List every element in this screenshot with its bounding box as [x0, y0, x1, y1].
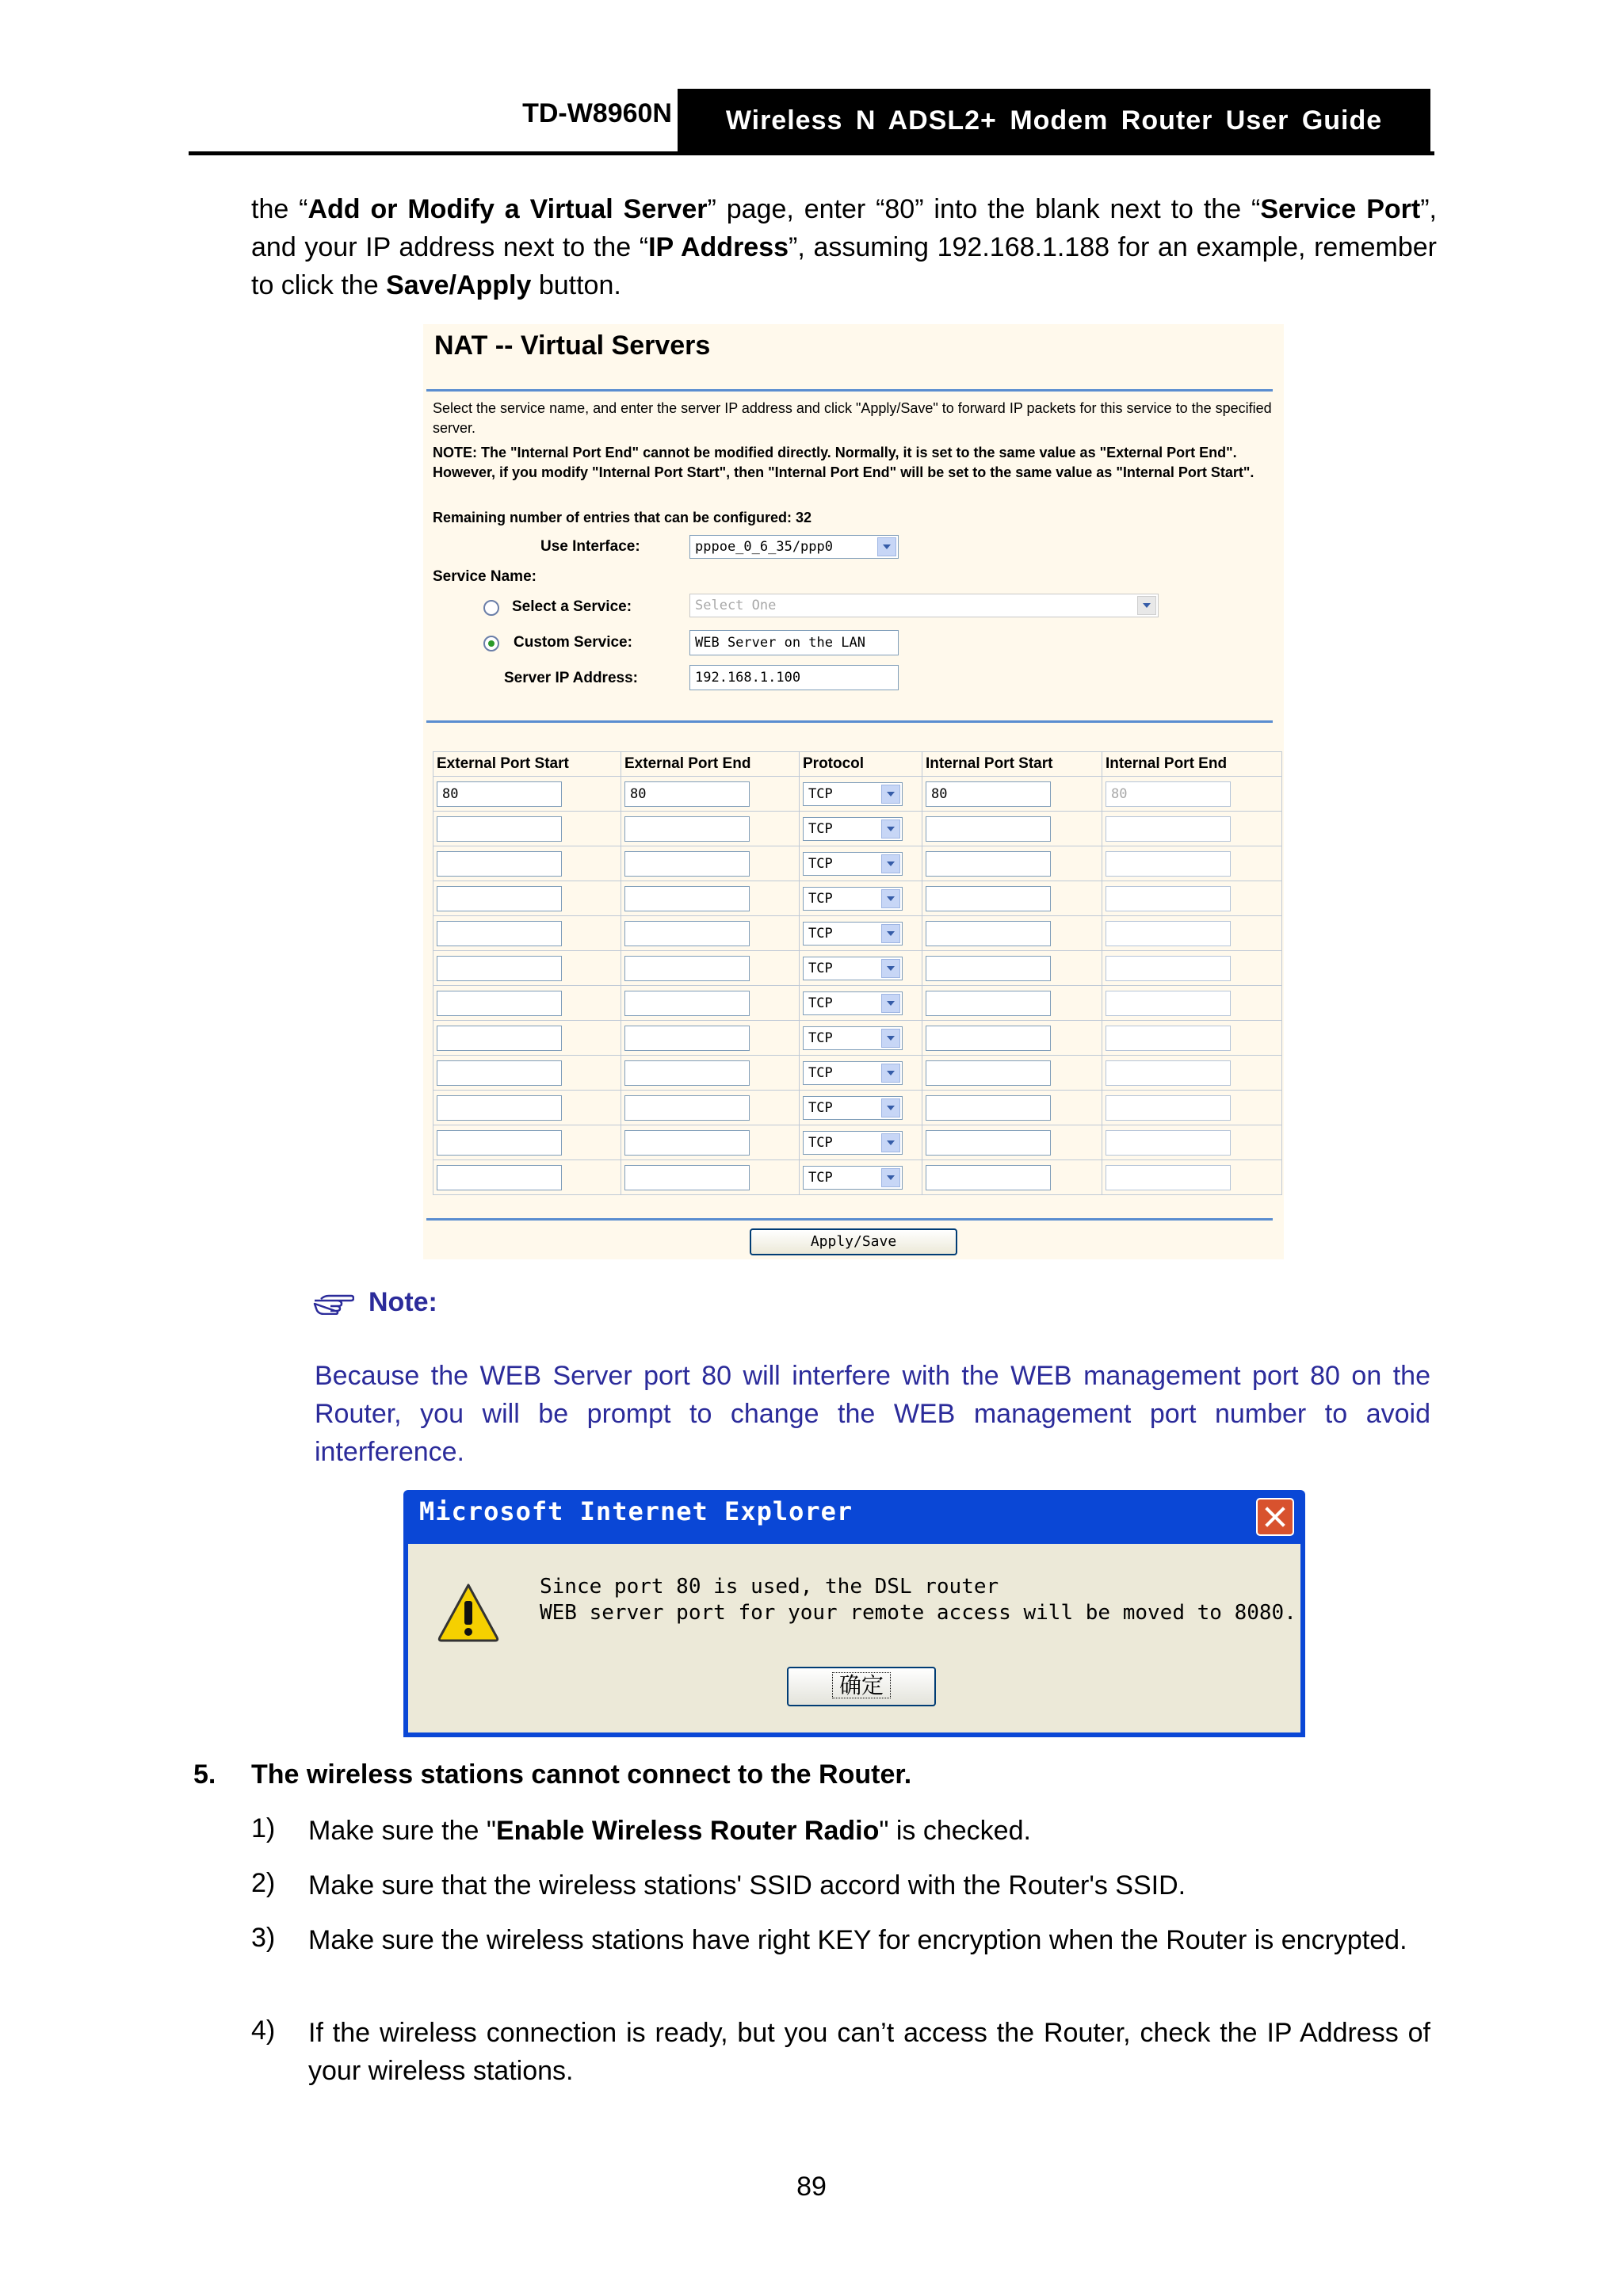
internal-port-start-input[interactable] [926, 991, 1051, 1016]
select-service-label: Select a Service: [512, 598, 632, 615]
internal-port-end-input[interactable]: 80 [1106, 781, 1231, 807]
protocol-select[interactable]: TCP [803, 887, 903, 911]
protocol-select[interactable]: TCP [803, 817, 903, 841]
dialog-body [408, 1544, 1300, 1733]
port-table-row [433, 916, 1282, 951]
chevron-down-icon [881, 819, 900, 839]
port-table-cell [800, 881, 922, 916]
internal-port-start-input[interactable] [926, 1165, 1051, 1190]
col-internal-port-end: Internal Port End [1102, 752, 1282, 777]
port-table-cell [800, 951, 922, 986]
protocol-select[interactable]: TCP [803, 1061, 903, 1085]
port-table-cell [1102, 1056, 1282, 1091]
note-heading [313, 1287, 437, 1318]
port-table-cell [800, 1125, 922, 1160]
chevron-down-icon [881, 785, 900, 804]
internal-port-end-input[interactable] [1106, 921, 1231, 946]
server-ip-input[interactable]: 192.168.1.100 [689, 665, 899, 690]
port-table-cell [922, 916, 1102, 951]
internal-port-start-input[interactable] [926, 886, 1051, 911]
chevron-down-icon [881, 1064, 900, 1083]
port-table-row [433, 1125, 1282, 1160]
external-port-start-input[interactable] [437, 1130, 562, 1156]
external-port-start-input[interactable] [437, 991, 562, 1016]
port-table-row [433, 1021, 1282, 1056]
nat-remaining: Remaining number of entries that can be configured: 32 [433, 510, 812, 525]
chevron-down-icon [881, 994, 900, 1013]
protocol-select[interactable]: TCP [803, 1166, 903, 1190]
port-table-cell [800, 1056, 922, 1091]
port-table-cell [800, 846, 922, 881]
port-table-cell [1102, 986, 1282, 1021]
header-title: Wireless N ADSL2+ Modem Router User Guide [678, 89, 1430, 152]
port-table-cell [800, 1021, 922, 1056]
port-table-cell [922, 812, 1102, 846]
external-port-start-input[interactable] [437, 1026, 562, 1051]
internal-port-start-input[interactable] [926, 1095, 1051, 1121]
port-table-cell [922, 777, 1102, 812]
internal-port-end-input[interactable] [1106, 991, 1231, 1016]
external-port-start-input[interactable] [437, 1095, 562, 1121]
protocol-select[interactable]: TCP [803, 991, 903, 1015]
protocol-select[interactable]: TCP [803, 782, 903, 806]
port-table-cell [1102, 1021, 1282, 1056]
nat-description: Select the service name, and enter the server IP address and click "Apply/Save" to forward IP packets for this service to the specified server. [433, 400, 1272, 436]
apply-save-button[interactable]: Apply/Save [750, 1228, 957, 1255]
list-item-number: 2) [251, 1868, 276, 1898]
internal-port-end-input[interactable] [1106, 1130, 1231, 1156]
port-table-cell [433, 812, 621, 846]
internal-port-end-input[interactable] [1106, 956, 1231, 981]
port-table-cell [433, 1021, 621, 1056]
external-port-end-input[interactable] [624, 1165, 750, 1190]
internal-port-start-input[interactable] [926, 816, 1051, 842]
external-port-end-input[interactable] [624, 816, 750, 842]
note-label: Note: [369, 1287, 437, 1317]
note-text: Because the WEB Server port 80 will interfere with the WEB management port 80 on the Router, you will be prompt to change the WEB management port number to avoid interference. [315, 1361, 1430, 1467]
page-number: 89 [796, 2172, 827, 2202]
port-table-cell [433, 1125, 621, 1160]
external-port-start-input[interactable] [437, 956, 562, 981]
select-service-dropdown[interactable]: Select One [689, 594, 1159, 617]
use-interface-label: Use Interface: [540, 538, 640, 555]
internal-port-end-input[interactable] [1106, 816, 1231, 842]
nat-rule-top [426, 389, 1273, 392]
list-item-text: Make sure the wireless stations have right KEY for encryption when the Router is encrypted. [308, 1925, 1407, 1955]
port-table-cell [800, 777, 922, 812]
external-port-end-input[interactable] [624, 921, 750, 946]
internal-port-end-input[interactable] [1106, 1060, 1231, 1086]
port-table-row [433, 1056, 1282, 1091]
nat-rule-bottom [426, 1218, 1273, 1221]
port-table-cell [621, 951, 800, 986]
pointing-hand-icon [313, 1291, 354, 1315]
protocol-select[interactable]: TCP [803, 957, 903, 980]
dialog-title: Microsoft Internet Explorer [419, 1496, 854, 1526]
port-table-cell [621, 812, 800, 846]
list-item-text: If the wireless connection is ready, but you can’t access the Router, check the IP Address of your wireless stations. [308, 2018, 1430, 2086]
port-table-cell [1102, 881, 1282, 916]
intro-paragraph: the “Add or Modify a Virtual Server” page, enter “80” into the blank next to the “Service Port”, and your IP address next to the “IP Address”, assuming 192.168.1.188 for an example, remember to click the Save/Apply button. [251, 194, 1438, 300]
port-table-cell [621, 1125, 800, 1160]
port-table-cell [922, 881, 1102, 916]
internal-port-start-input[interactable] [926, 1026, 1051, 1051]
port-table-row [433, 846, 1282, 881]
section-number: 5. [193, 1759, 216, 1790]
port-table-row [433, 986, 1282, 1021]
internal-port-start-input[interactable] [926, 921, 1051, 946]
port-table-cell [800, 1160, 922, 1195]
port-table-cell [1102, 1160, 1282, 1195]
protocol-select[interactable]: TCP [803, 1131, 903, 1155]
chevron-down-icon [881, 1029, 900, 1048]
warning-icon [437, 1580, 500, 1644]
chevron-down-icon [1137, 596, 1156, 615]
internal-port-start-input[interactable] [926, 956, 1051, 981]
external-port-end-input[interactable] [624, 1026, 750, 1051]
port-table-cell [922, 1091, 1102, 1125]
col-internal-port-start: Internal Port Start [922, 752, 1102, 777]
header-rule [189, 151, 1434, 155]
port-table-cell [922, 846, 1102, 881]
port-table-cell [621, 881, 800, 916]
external-port-end-input[interactable]: 80 [624, 781, 750, 807]
port-table-cell [621, 1021, 800, 1056]
nat-title: NAT -- Virtual Servers [434, 330, 711, 361]
internal-port-start-input[interactable] [926, 851, 1051, 877]
external-port-end-input[interactable] [624, 956, 750, 981]
nat-rule-middle [426, 720, 1273, 723]
port-table-cell [922, 1021, 1102, 1056]
external-port-end-input[interactable] [624, 886, 750, 911]
use-interface-select[interactable]: pppoe_0_6_35/ppp0 [689, 535, 899, 559]
port-table-cell [1102, 1125, 1282, 1160]
port-table-row [433, 1160, 1282, 1195]
chevron-down-icon [881, 1098, 900, 1117]
port-table-cell [800, 916, 922, 951]
port-table-cell [922, 1160, 1102, 1195]
dialog-message: Since port 80 is used, the DSL router WEB server port for your remote access will be moved to 8080. [540, 1575, 1296, 1625]
nat-note: NOTE: The "Internal Port End" cannot be modified directly. Normally, it is set to the same value as "External Port End". However, if you modify "Internal Port Start", then "Internal Port End" will be set to the same value as "Internal Port Start". [433, 445, 1254, 480]
select-service-radio[interactable] [483, 600, 499, 616]
chevron-down-icon [881, 1133, 900, 1152]
external-port-start-input[interactable] [437, 1060, 562, 1086]
port-table-cell [621, 916, 800, 951]
port-table-cell [433, 777, 621, 812]
col-external-port-start: External Port Start [433, 752, 621, 777]
port-table [433, 751, 1282, 1195]
list-item-text: Make sure that the wireless stations' SSID accord with the Router's SSID. [308, 1870, 1186, 1901]
external-port-start-input[interactable] [437, 886, 562, 911]
external-port-start-input[interactable]: 80 [437, 781, 562, 807]
chevron-down-icon [877, 537, 896, 556]
port-table-cell [433, 881, 621, 916]
port-table-cell [1102, 951, 1282, 986]
nat-virtual-servers-screenshot [423, 324, 1284, 1259]
protocol-select[interactable]: TCP [803, 852, 903, 876]
port-table-cell [621, 1091, 800, 1125]
port-table-cell [621, 1056, 800, 1091]
internal-port-end-input[interactable] [1106, 886, 1231, 911]
custom-service-label: Custom Service: [514, 634, 632, 651]
col-external-port-end: External Port End [621, 752, 800, 777]
port-table-cell [800, 1091, 922, 1125]
port-table-cell [800, 812, 922, 846]
chevron-down-icon [881, 1168, 900, 1187]
section-title: The wireless stations cannot connect to the Router. [251, 1759, 912, 1790]
list-item-number: 1) [251, 1813, 276, 1843]
port-table-cell [922, 1125, 1102, 1160]
server-ip-label: Server IP Address: [504, 670, 638, 686]
service-name-label: Service Name: [433, 568, 537, 585]
external-port-end-input[interactable] [624, 851, 750, 877]
external-port-start-input[interactable] [437, 1165, 562, 1190]
port-table-cell [433, 951, 621, 986]
custom-service-radio[interactable] [483, 636, 499, 651]
internal-port-end-input[interactable] [1106, 851, 1231, 877]
port-table-cell [1102, 846, 1282, 881]
port-table-cell [621, 777, 800, 812]
port-table-cell [433, 1056, 621, 1091]
port-table-row [433, 1091, 1282, 1125]
port-table-cell [1102, 777, 1282, 812]
list-item-text: Make sure the "Enable Wireless Router Radio" is checked. [308, 1816, 1031, 1846]
port-table-cell [621, 986, 800, 1021]
internal-port-start-input[interactable] [926, 1060, 1051, 1086]
internal-port-end-input[interactable] [1106, 1165, 1231, 1190]
external-port-start-input[interactable] [437, 816, 562, 842]
port-table-row [433, 777, 1282, 812]
port-table-cell [922, 1056, 1102, 1091]
chevron-down-icon [881, 924, 900, 943]
port-table-cell [1102, 812, 1282, 846]
ie-alert-dialog [403, 1490, 1305, 1737]
protocol-select[interactable]: TCP [803, 1096, 903, 1120]
port-table-row [433, 881, 1282, 916]
port-table-cell [621, 1160, 800, 1195]
internal-port-start-input[interactable] [926, 1130, 1051, 1156]
external-port-end-input[interactable] [624, 1095, 750, 1121]
internal-port-start-input[interactable]: 80 [926, 781, 1051, 807]
external-port-start-input[interactable] [437, 921, 562, 946]
port-table-header [433, 752, 1282, 777]
port-table-cell [433, 916, 621, 951]
port-table-cell [433, 986, 621, 1021]
external-port-start-input[interactable] [437, 851, 562, 877]
external-port-end-input[interactable] [624, 1130, 750, 1156]
ok-button[interactable]: 确定 [787, 1667, 936, 1706]
port-table-row [433, 812, 1282, 846]
port-table-cell [922, 986, 1102, 1021]
port-table-cell [433, 846, 621, 881]
close-icon[interactable] [1256, 1498, 1294, 1536]
external-port-end-input[interactable] [624, 991, 750, 1016]
port-table-cell [922, 951, 1102, 986]
external-port-end-input[interactable] [624, 1060, 750, 1086]
port-table-cell [1102, 916, 1282, 951]
port-table-cell [1102, 1091, 1282, 1125]
port-table-cell [433, 1160, 621, 1195]
protocol-select[interactable]: TCP [803, 922, 903, 946]
custom-service-input[interactable]: WEB Server on the LAN [689, 630, 899, 655]
header-model: TD-W8960N [522, 98, 672, 128]
chevron-down-icon [881, 854, 900, 873]
port-table-cell [621, 846, 800, 881]
chevron-down-icon [881, 959, 900, 978]
port-table-cell [433, 1091, 621, 1125]
internal-port-end-input[interactable] [1106, 1095, 1231, 1121]
internal-port-end-input[interactable] [1106, 1026, 1231, 1051]
port-table-cell [800, 986, 922, 1021]
port-table-row [433, 951, 1282, 986]
list-item-number: 4) [251, 2015, 276, 2046]
protocol-select[interactable]: TCP [803, 1026, 903, 1050]
col-protocol: Protocol [800, 752, 922, 777]
list-item-number: 3) [251, 1923, 276, 1953]
chevron-down-icon [881, 889, 900, 908]
